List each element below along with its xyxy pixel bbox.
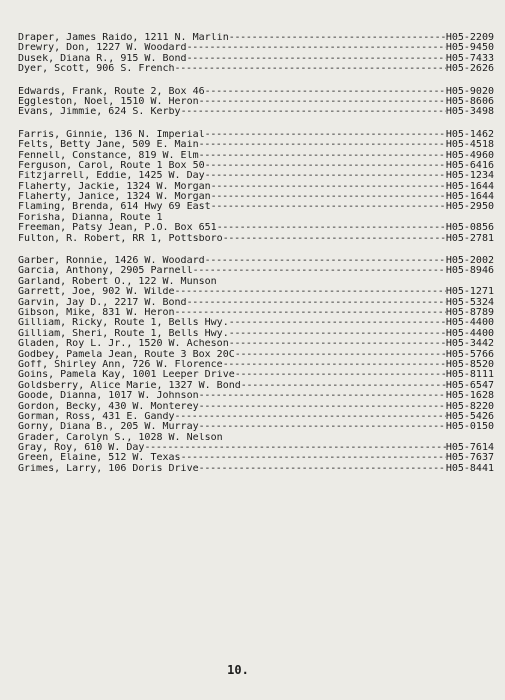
directory-entry bbox=[18, 33, 494, 43]
dot-leader bbox=[199, 402, 446, 412]
directory-entry bbox=[18, 381, 494, 391]
entry-phone: H05-5324 bbox=[445, 297, 494, 308]
entry-name-address: Drewry, Don, 1227 W. Woodard bbox=[18, 43, 187, 54]
dot-leader bbox=[199, 151, 446, 161]
directory-entry bbox=[18, 402, 494, 412]
entry-name-address: Gilliam, Sheri, Route 1, Bells Hwy. bbox=[18, 328, 229, 339]
entry-name-address: Goldsberry, Alice Marie, 1327 W. Bond bbox=[18, 380, 241, 391]
dot-leader bbox=[205, 130, 446, 140]
dot-leader bbox=[205, 171, 446, 181]
page-number: 10. bbox=[227, 663, 249, 677]
entry-name-address: Goins, Pamela Kay, 1001 Leeper Drive bbox=[18, 370, 235, 381]
entry-name-address: Goode, Dianna, 1017 W. Johnson bbox=[18, 391, 199, 402]
entry-phone: H05-5426 bbox=[445, 411, 494, 422]
entry-name-address: Green, Elaine, 512 W. Texas bbox=[18, 453, 181, 464]
dot-leader bbox=[175, 308, 446, 318]
entry-name-address: Forisha, Dianna, Route 1 bbox=[18, 212, 163, 223]
dot-leader bbox=[187, 298, 446, 308]
entry-phone: H05-9450 bbox=[445, 43, 494, 54]
entry-phone: H05-3442 bbox=[445, 339, 494, 350]
dot-leader bbox=[187, 54, 446, 64]
entry-name-address: Garland, Robert O., 122 W. Munson bbox=[18, 276, 217, 287]
dot-leader bbox=[223, 360, 446, 370]
directory-entry bbox=[18, 161, 494, 171]
directory-entry bbox=[18, 192, 494, 202]
entry-phone: H05-8606 bbox=[445, 96, 494, 107]
entry-phone: H05-8111 bbox=[445, 370, 494, 381]
dot-leader bbox=[187, 43, 446, 53]
directory-entry bbox=[18, 277, 494, 287]
directory-entry bbox=[18, 391, 494, 401]
directory-section bbox=[18, 33, 494, 75]
directory-entry bbox=[18, 223, 494, 233]
entry-phone: H05-2781 bbox=[445, 233, 494, 244]
dot-leader bbox=[217, 223, 446, 233]
entry-phone: H05-1271 bbox=[445, 287, 494, 298]
directory-entry bbox=[18, 87, 494, 97]
entry-name-address: Goff, Shirley Ann, 726 W. Florence bbox=[18, 359, 223, 370]
entry-name-address: Gilliam, Ricky, Route 1, Bells Hwy. bbox=[18, 318, 229, 329]
directory-entry bbox=[18, 202, 494, 212]
directory-entry bbox=[18, 464, 494, 474]
entry-phone: H05-0856 bbox=[445, 223, 494, 234]
directory-entry bbox=[18, 360, 494, 370]
entry-phone: H05-8441 bbox=[445, 463, 494, 474]
entry-name-address: Gorman, Ross, 431 E. Gandy bbox=[18, 411, 175, 422]
dot-leader bbox=[181, 107, 446, 117]
entry-name-address: Ferguson, Carol, Route 1 Box 50 bbox=[18, 160, 205, 171]
dot-leader bbox=[199, 464, 446, 474]
directory-entry bbox=[18, 43, 494, 53]
directory-entry bbox=[18, 422, 494, 432]
entry-phone: H05-2950 bbox=[445, 202, 494, 213]
dot-leader bbox=[229, 339, 446, 349]
dot-leader bbox=[144, 443, 445, 453]
entry-name-address: Gray, Roy, 610 W. Day bbox=[18, 443, 145, 454]
entry-name-address: Garber, Ronnie, 1426 W. Woodard bbox=[18, 256, 205, 267]
entry-name-address: Eggleston, Noel, 1510 W. Heron bbox=[18, 96, 199, 107]
entry-name-address: Farris, Ginnie, 136 N. Imperial bbox=[18, 129, 205, 140]
dot-leader bbox=[193, 266, 446, 276]
dot-leader bbox=[211, 192, 446, 202]
entry-name-address: Dusek, Diana R., 915 W. Bond bbox=[18, 53, 187, 64]
entry-name-address: Freeman, Patsy Jean, P.O. Box 651 bbox=[18, 223, 217, 234]
entry-phone: H05-1628 bbox=[445, 391, 494, 402]
entry-phone: H05-8220 bbox=[445, 401, 494, 412]
directory-entry bbox=[18, 443, 494, 453]
entry-phone: H05-1644 bbox=[445, 181, 494, 192]
entry-phone: H05-3498 bbox=[445, 107, 494, 118]
directory-entry bbox=[18, 318, 494, 328]
entry-phone: H05-7433 bbox=[445, 53, 494, 64]
entry-phone: H05-2209 bbox=[445, 33, 494, 43]
entry-name-address: Garrett, Joe, 902 W. Wilde bbox=[18, 287, 175, 298]
directory-entry bbox=[18, 97, 494, 107]
dot-leader bbox=[223, 234, 446, 244]
entry-phone: H05-9020 bbox=[445, 86, 494, 97]
dot-leader bbox=[235, 350, 446, 360]
entry-phone: H05-7637 bbox=[445, 453, 494, 464]
directory-entry bbox=[18, 433, 494, 443]
directory-entry bbox=[18, 107, 494, 117]
directory-entry bbox=[18, 54, 494, 64]
entry-name-address: Gorny, Diana B., 205 W. Murray bbox=[18, 422, 199, 433]
directory-listing bbox=[18, 33, 494, 474]
dot-leader bbox=[199, 140, 446, 150]
dot-leader bbox=[175, 64, 446, 74]
entry-name-address: Gordon, Becky, 430 W. Monterey bbox=[18, 401, 199, 412]
directory-entry bbox=[18, 140, 494, 150]
directory-entry bbox=[18, 64, 494, 74]
entry-name-address: Garvin, Jay D., 2217 W. Bond bbox=[18, 297, 187, 308]
directory-entry bbox=[18, 130, 494, 140]
entry-phone: H05-1234 bbox=[445, 171, 494, 182]
entry-name-address: Grader, Carolyn S., 1028 W. Nelson bbox=[18, 432, 223, 443]
directory-entry bbox=[18, 453, 494, 463]
directory-entry bbox=[18, 308, 494, 318]
directory-entry bbox=[18, 287, 494, 297]
directory-entry bbox=[18, 339, 494, 349]
entry-name-address: Flaherty, Jackie, 1324 W. Morgan bbox=[18, 181, 211, 192]
directory-entry bbox=[18, 350, 494, 360]
dot-leader bbox=[235, 370, 446, 380]
directory-entry bbox=[18, 266, 494, 276]
entry-name-address: Grimes, Larry, 106 Doris Drive bbox=[18, 463, 199, 474]
dot-leader bbox=[205, 161, 446, 171]
entry-name-address: Gladen, Roy L. Jr., 1520 W. Acheson bbox=[18, 339, 229, 350]
dot-leader bbox=[199, 97, 446, 107]
entry-phone: H05-8946 bbox=[445, 266, 494, 277]
directory-entry bbox=[18, 370, 494, 380]
directory-entry bbox=[18, 234, 494, 244]
dot-leader bbox=[199, 422, 446, 432]
dot-leader bbox=[199, 391, 446, 401]
entry-name-address: Draper, James Raido, 1211 N. Marlin bbox=[18, 33, 229, 43]
entry-phone: H05-4518 bbox=[445, 140, 494, 151]
entry-name-address: Fitzjarrell, Eddie, 1425 W. Day bbox=[18, 171, 205, 182]
entry-name-address: Flaming, Brenda, 614 Hwy 69 East bbox=[18, 202, 211, 213]
directory-section bbox=[18, 130, 494, 244]
directory-section bbox=[18, 256, 494, 474]
entry-name-address: Fulton, R. Robert, RR 1, Pottsboro bbox=[18, 233, 223, 244]
entry-name-address: Flaherty, Janice, 1324 W. Morgan bbox=[18, 192, 211, 203]
entry-name-address: Fennell, Constance, 819 W. Elm bbox=[18, 150, 199, 161]
directory-entry bbox=[18, 412, 494, 422]
directory-entry bbox=[18, 151, 494, 161]
entry-phone: H05-4960 bbox=[445, 150, 494, 161]
entry-phone: H05-6416 bbox=[445, 160, 494, 171]
dot-leader bbox=[229, 33, 446, 43]
entry-phone: H05-0150 bbox=[445, 422, 494, 433]
entry-phone: H05-6547 bbox=[445, 380, 494, 391]
entry-name-address: Dyer, Scott, 906 S. French bbox=[18, 64, 175, 75]
entry-name-address: Edwards, Frank, Route 2, Box 46 bbox=[18, 86, 205, 97]
entry-name-address: Gibson, Mike, 831 W. Heron bbox=[18, 307, 175, 318]
entry-phone: H05-4400 bbox=[445, 328, 494, 339]
entry-name-address: Felts, Betty Jane, 509 E. Main bbox=[18, 140, 199, 151]
directory-entry bbox=[18, 213, 494, 223]
entry-phone: H05-1462 bbox=[445, 129, 494, 140]
directory-entry bbox=[18, 182, 494, 192]
directory-entry bbox=[18, 298, 494, 308]
directory-entry bbox=[18, 256, 494, 266]
dot-leader bbox=[229, 318, 446, 328]
entry-phone: H05-2626 bbox=[445, 64, 494, 75]
dot-leader bbox=[181, 453, 446, 463]
dot-leader bbox=[211, 202, 446, 212]
directory-entry bbox=[18, 171, 494, 181]
directory-section bbox=[18, 87, 494, 118]
entry-phone: H05-8789 bbox=[445, 307, 494, 318]
entry-phone: H05-5766 bbox=[445, 349, 494, 360]
dot-leader bbox=[205, 87, 446, 97]
entry-name-address: Evans, Jimmie, 624 S. Kerby bbox=[18, 107, 181, 118]
dot-leader bbox=[211, 182, 446, 192]
entry-phone: H05-8520 bbox=[445, 359, 494, 370]
entry-phone: H05-7614 bbox=[445, 443, 494, 454]
dot-leader bbox=[205, 256, 446, 266]
entry-phone: H05-4400 bbox=[445, 318, 494, 329]
dot-leader bbox=[241, 381, 446, 391]
dot-leader bbox=[175, 287, 446, 297]
entry-name-address: Godbey, Pamela Jean, Route 3 Box 20C bbox=[18, 349, 235, 360]
entry-name-address: Garcia, Anthony, 2905 Parnell bbox=[18, 266, 193, 277]
entry-phone: H05-2002 bbox=[445, 256, 494, 267]
dot-leader bbox=[175, 412, 446, 422]
dot-leader bbox=[229, 329, 446, 339]
entry-phone: H05-1644 bbox=[445, 192, 494, 203]
directory-entry bbox=[18, 329, 494, 339]
